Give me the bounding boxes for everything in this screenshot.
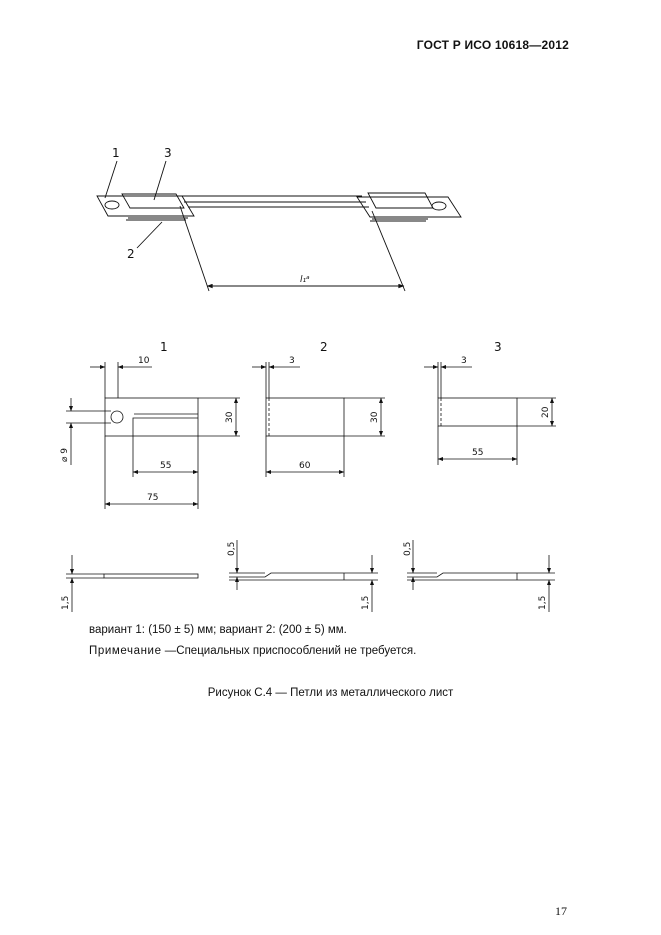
dim-3-step: 0,5 — [403, 541, 413, 556]
detail-3-number: 3 — [494, 340, 502, 354]
dim-3-height: 20 — [541, 406, 551, 418]
page-number: 17 — [555, 904, 567, 918]
dim-3-width: 55 — [472, 448, 484, 458]
dim-1-top: 10 — [138, 356, 150, 366]
dim-2-width: 60 — [299, 461, 311, 471]
assembly-view — [97, 161, 461, 291]
dim-3-thickness: 1,5 — [538, 595, 548, 610]
detail-2-plan — [252, 362, 385, 477]
dim-2-height: 30 — [370, 411, 380, 423]
footnote: вариант 1: (150 ± 5) мм; вариант 2: (200 ± 5) мм. — [89, 624, 347, 636]
profile-3 — [407, 540, 555, 612]
dim-1-thickness: 1,5 — [61, 595, 71, 610]
profile-2 — [229, 540, 378, 612]
figure-caption: Рисунок С.4 — Петли из металлического лист — [207, 687, 454, 699]
dim-2-top: 3 — [289, 356, 295, 366]
detail-1-plan — [66, 362, 240, 509]
profile-1 — [66, 555, 198, 612]
right-hole — [432, 202, 446, 210]
document-header: ГОСТ Р ИСО 10618—2012 — [416, 38, 569, 52]
dim-2-thickness: 1,5 — [361, 595, 371, 610]
label-1: 1 — [112, 146, 120, 160]
detail-2-number: 2 — [320, 340, 328, 354]
dim-1-hole: ⌀ 9 — [60, 447, 70, 462]
detail-3-plan — [424, 362, 556, 465]
left-hole — [105, 201, 119, 209]
note-text: —Специальных приспособлений не требуется. — [161, 645, 417, 657]
label-2: 2 — [127, 247, 135, 261]
right-pad — [368, 193, 433, 208]
note-label: Примечание — [89, 645, 162, 657]
dim-2-step: 0,5 — [227, 541, 237, 556]
dim-3-top: 3 — [461, 356, 467, 366]
detail-1-number: 1 — [160, 340, 168, 354]
length-label: l₁ᵃ — [300, 275, 310, 285]
dim-1-height: 30 — [225, 411, 235, 423]
note — [89, 645, 416, 657]
label-3: 3 — [164, 146, 172, 160]
left-tab — [97, 196, 194, 216]
dim-1-total: 75 — [147, 493, 159, 503]
dim-1-inner: 55 — [160, 461, 172, 471]
